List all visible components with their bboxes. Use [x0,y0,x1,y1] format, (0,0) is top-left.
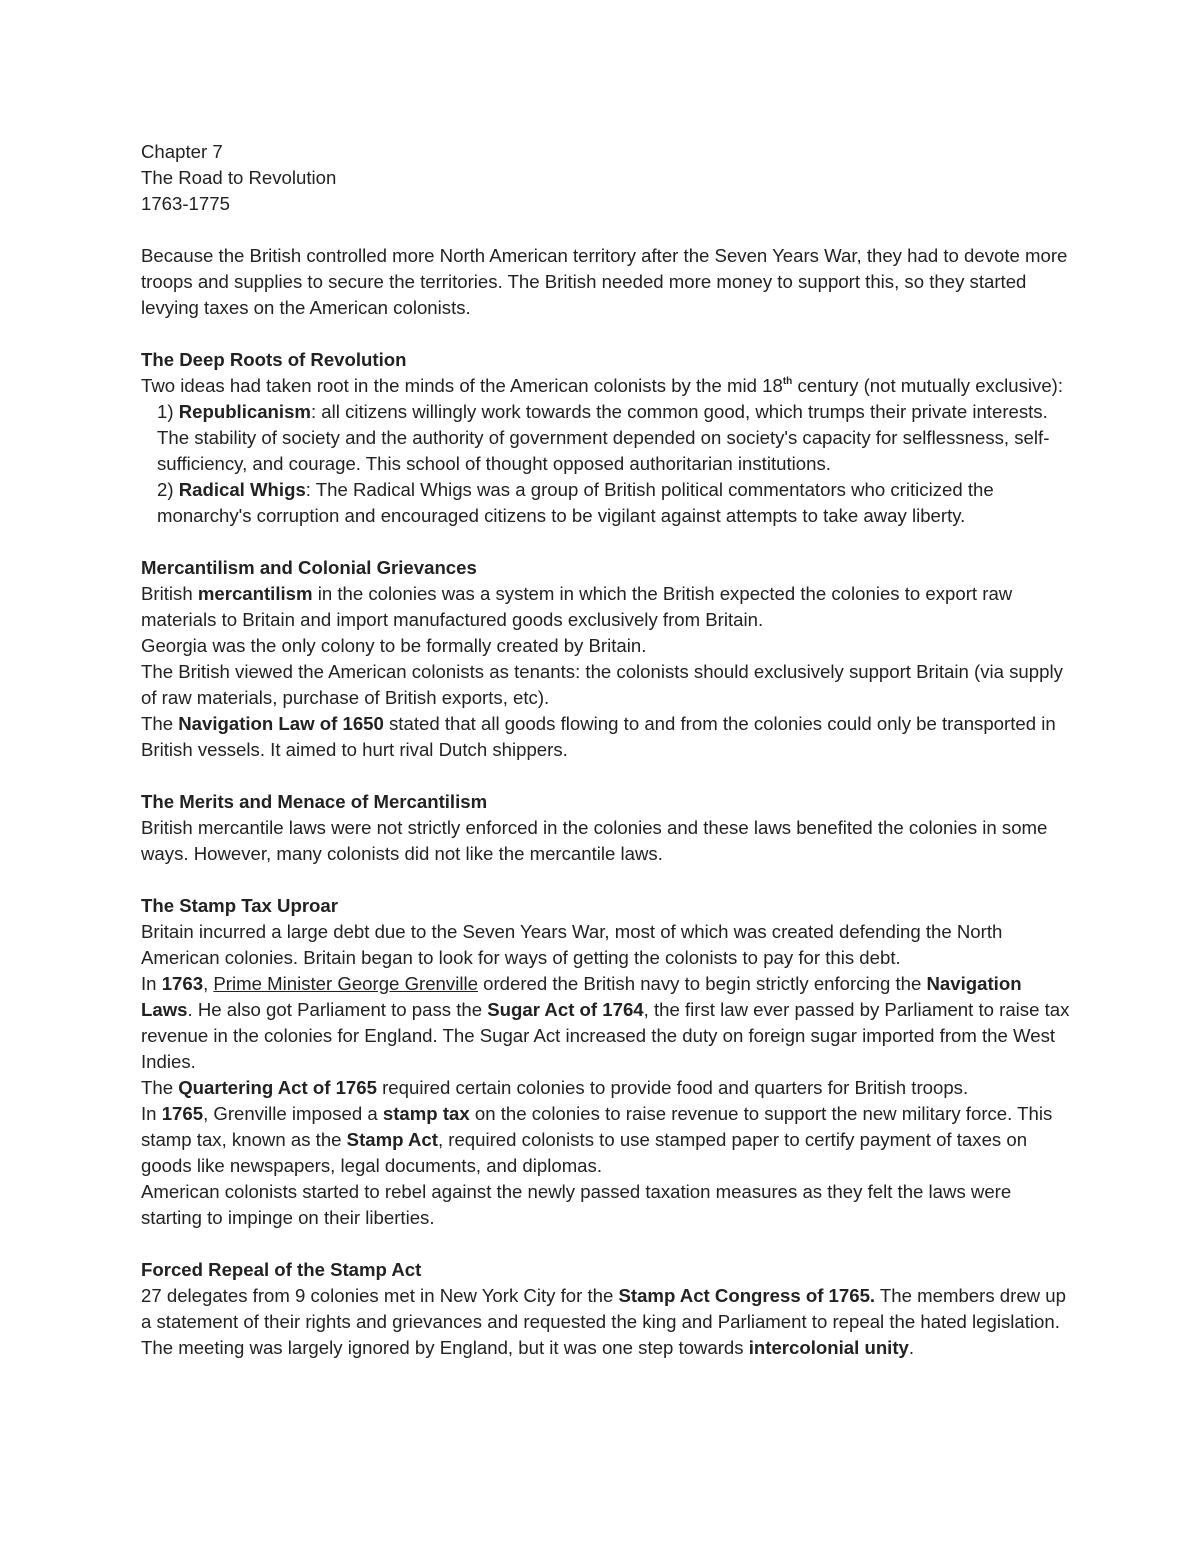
list-item-radical-whigs: 2) Radical Whigs: The Radical Whigs was a group of British political commentators who criticized the monarchy's corruption and encouraged citizens to be vigilant against attempts to take away liberty. [157,479,994,526]
merits-paragraph: British mercantile laws were not strictly enforced in the colonies and these laws benefited the colonies in some ways. However, many colonists did not like the mercantile laws. [141,817,1048,864]
intro-paragraph: Because the British controlled more North American territory after the Seven Years War, they had to devote more troops and supplies to secure the territories. The British needed more money to support this, so they started levying taxes on the American colonists. [141,245,1068,318]
list-item-republicanism: 1) Republicanism: all citizens willingly work towards the common good, which trumps their private interests. The stability of society and the authority of government depended on society's capacity for selflessness, self-sufficiency, and courage. This school of thought opposed authoritarian institutions. [157,401,1050,474]
mercantilism-paragraph-3: The British viewed the American colonists as tenants: the colonists should exclusively support Britain (via supply of raw materials, purchase of British exports, etc). [141,661,1063,708]
mercantilism-paragraph-4: The Navigation Law of 1650 stated that all goods flowing to and from the colonies could only be transported in British vessels. It aimed to hurt rival Dutch shippers. [141,713,1056,760]
stamp-tax-paragraph-4: In 1765, Grenville imposed a stamp tax on the colonies to raise revenue to support the new military force. This stamp tax, known as the Stamp Act, required colonists to use stamped paper to certify payment of taxes on goods like newspapers, legal documents, and diplomas. [141,1103,1053,1176]
stamp-tax-paragraph-3: The Quartering Act of 1765 required certain colonies to provide food and quarters for British troops. [141,1077,969,1098]
mercantilism-heading: Mercantilism and Colonial Grievances [141,557,477,578]
deep-roots-heading: The Deep Roots of Revolution [141,349,407,370]
mercantilism-paragraph-1: British mercantilism in the colonies was a system in which the British expected the colonies to export raw materials to Britain and import manufactured goods exclusively from Britain. [141,583,1013,630]
chapter-number: Chapter 7 [141,141,223,162]
mercantilism-paragraph-2: Georgia was the only colony to be formally created by Britain. [141,635,647,656]
stamp-tax-paragraph-1: Britain incurred a large debt due to the Seven Years War, most of which was created defending the North American colonies. Britain began to look for ways of getting the colonists to pay for this debt. [141,921,1003,968]
stamp-tax-paragraph-5: American colonists started to rebel against the newly passed taxation measures as they felt the laws were starting to impinge on their liberties. [141,1181,1012,1228]
merits-heading: The Merits and Menace of Mercantilism [141,791,488,812]
deep-roots-intro: Two ideas had taken root in the minds of the American colonists by the mid 18th century (not mutually exclusive): [141,375,1064,396]
repeal-paragraph: 27 delegates from 9 colonies met in New York City for the Stamp Act Congress of 1765. The members drew up a statement of their rights and grievances and requested the king and Parliament to repeal the hated legislation. The meeting was largely ignored by England, but it was one step towards intercolonial unity. [141,1285,1066,1358]
stamp-tax-heading: The Stamp Tax Uproar [141,895,338,916]
repeal-heading: Forced Repeal of the Stamp Act [141,1259,422,1280]
stamp-tax-paragraph-2: In 1763, Prime Minister George Grenville ordered the British navy to begin strictly enforcing the Navigation Laws. He also got Parliament to pass the Sugar Act of 1764, the first law ever passed by Parliament to raise tax revenue in the colonies for England. The Sugar Act increased the duty on foreign sugar imported from the West Indies. [141,973,1070,1072]
chapter-years: 1763-1775 [141,193,230,214]
chapter-title: The Road to Revolution [141,167,337,188]
document-page [141,139,1071,1361]
